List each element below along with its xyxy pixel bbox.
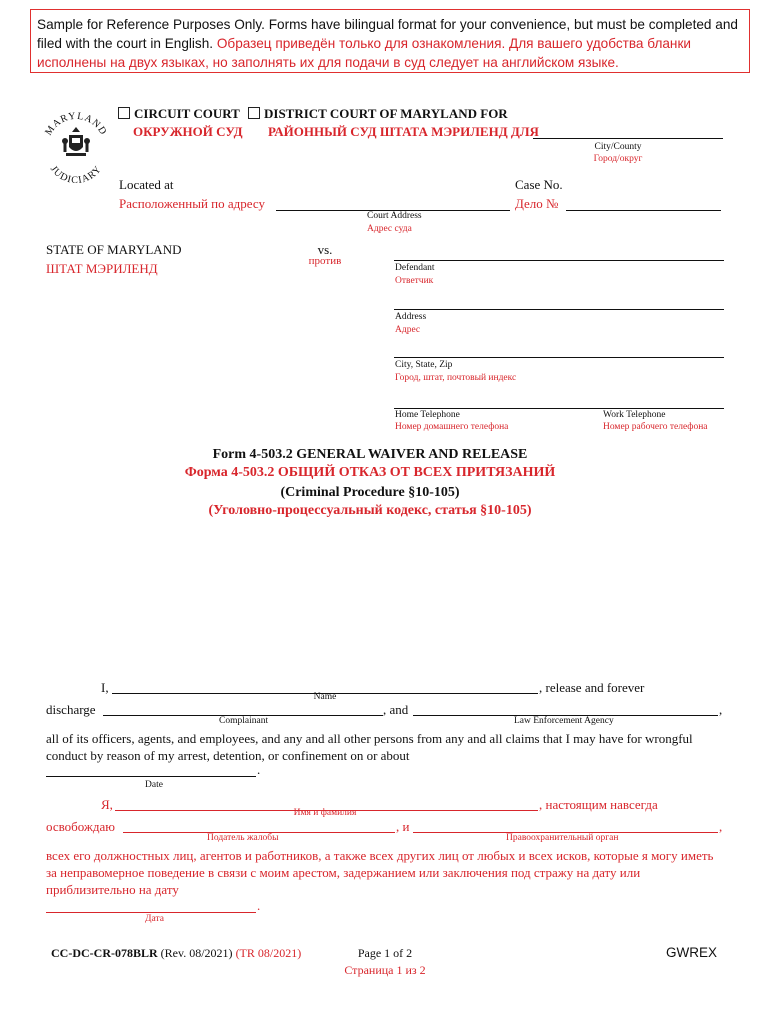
release-body-text-ru: всех его должностных лиц, агентов и работников, а также всех других лиц от любых и всех исков, которые я могу иметь за неправомерное поведение в связи с моим арестом, задержанием или заключения под стражу на дату или приблизительно на дату bbox=[46, 848, 714, 897]
form-subtitle-ru: (Уголовно-процессуальный кодекс, статья §10-105) bbox=[208, 503, 532, 518]
revision-date: (Rev. 08/2021) bbox=[160, 946, 233, 960]
maryland-judiciary-seal bbox=[38, 103, 114, 183]
located-at-label: Located at bbox=[119, 177, 174, 192]
circuit-court-label-ru: ОКРУЖНОЙ СУД bbox=[133, 124, 243, 139]
form-code-line bbox=[51, 946, 301, 961]
district-court-option[interactable] bbox=[248, 106, 508, 122]
district-court-label-ru: РАЙОННЫЙ СУД ШТАТА МЭРИЛЕНД ДЛЯ bbox=[268, 124, 539, 139]
release-body-text: all of its officers, agents, and employees, and any and all other persons from any and all claims that I may have for wrongful conduct by reason of my arrest, detention, or confinement on or about bbox=[46, 731, 693, 763]
court-address-label-ru: Адрес суда bbox=[367, 224, 412, 234]
page-number: Page 1 of 2 bbox=[357, 946, 413, 960]
city-county-label: City/County bbox=[594, 142, 642, 152]
court-address-field[interactable] bbox=[276, 196, 510, 211]
city-county-field[interactable] bbox=[533, 124, 723, 139]
versus-label: vs. bbox=[317, 242, 333, 257]
svg-text:MARYLAND bbox=[43, 111, 109, 138]
state-label: STATE OF MARYLAND bbox=[46, 242, 182, 257]
agency-field[interactable] bbox=[413, 702, 718, 716]
coat-of-arms-icon bbox=[62, 127, 90, 156]
complainant-field[interactable] bbox=[103, 702, 383, 716]
located-at-label-ru: Расположенный по адресу bbox=[119, 196, 265, 211]
district-court-checkbox[interactable] bbox=[248, 107, 260, 119]
work-telephone-label: Work Telephone bbox=[603, 410, 666, 420]
case-number-field[interactable] bbox=[566, 196, 721, 211]
complainant-label: Complainant bbox=[219, 716, 269, 726]
form-title: Form 4-503.2 GENERAL WAIVER AND RELEASE bbox=[212, 447, 528, 462]
versus-label-ru: против bbox=[308, 255, 342, 267]
form-code: CC-DC-CR-078BLR bbox=[51, 946, 158, 960]
reference-notice bbox=[30, 9, 750, 73]
date-label-ru: Дата bbox=[145, 914, 164, 924]
discharge-text: discharge bbox=[46, 702, 96, 717]
district-court-label: DISTRICT COURT OF MARYLAND FOR bbox=[264, 106, 508, 121]
and-text-ru: , и bbox=[396, 819, 410, 834]
agency-field-ru[interactable] bbox=[413, 819, 718, 833]
body-i-label: I, bbox=[101, 680, 109, 695]
date-field[interactable] bbox=[46, 762, 256, 777]
complainant-field-ru[interactable] bbox=[123, 819, 395, 833]
release-text-ru: , настоящим навсегда bbox=[539, 797, 658, 812]
discharge-text-ru: освобождаю bbox=[46, 819, 116, 834]
seal-top-text: MARYLAND bbox=[43, 110, 109, 138]
address-field[interactable] bbox=[394, 297, 724, 310]
form-subtitle: (Criminal Procedure §10-105) bbox=[280, 485, 460, 500]
name-label-ru: Имя и фамилия bbox=[293, 808, 357, 818]
defendant-label-ru: Ответчик bbox=[395, 276, 434, 286]
telephone-field[interactable] bbox=[394, 396, 724, 409]
date-label: Date bbox=[145, 780, 163, 790]
translation-date: (TR 08/2021) bbox=[235, 946, 302, 960]
agency-label: Law Enforcement Agency bbox=[514, 716, 614, 726]
name-label: Name bbox=[313, 692, 337, 702]
form-identifier: GWREX bbox=[666, 945, 718, 960]
complainant-label-ru: Податель жалобы bbox=[207, 833, 279, 843]
city-state-zip-field[interactable] bbox=[394, 345, 724, 358]
city-state-zip-label: City, State, Zip bbox=[395, 360, 453, 370]
period-text-ru: . bbox=[257, 898, 261, 913]
circuit-court-checkbox[interactable] bbox=[118, 107, 130, 119]
release-text: , release and forever bbox=[539, 680, 645, 695]
page-number-ru: Страница 1 из 2 bbox=[344, 963, 426, 977]
seal-bottom-text: JUDICIARY bbox=[47, 163, 105, 183]
address-label-ru: Адрес bbox=[395, 325, 421, 335]
state-label-ru: ШТАТ МЭРИЛЕНД bbox=[46, 261, 158, 276]
agency-label-ru: Правоохранительный орган bbox=[506, 833, 619, 843]
date-field-ru[interactable] bbox=[46, 898, 256, 913]
and-text: , and bbox=[383, 702, 409, 717]
city-state-zip-label-ru: Город, штат, почтовый индекс bbox=[395, 373, 517, 383]
home-telephone-label: Home Telephone bbox=[395, 410, 460, 420]
body-i-label-ru: Я, bbox=[101, 797, 113, 812]
defendant-field[interactable] bbox=[394, 248, 724, 261]
case-number-label: Case No. bbox=[515, 177, 563, 192]
court-address-label: Court Address bbox=[367, 211, 422, 221]
work-telephone-label-ru: Номер рабочего телефона bbox=[603, 422, 708, 432]
case-number-label-ru: Дело № bbox=[515, 196, 559, 211]
comma-text-ru: , bbox=[719, 819, 723, 834]
home-telephone-label-ru: Номер домашнего телефона bbox=[395, 422, 509, 432]
comma-text: , bbox=[719, 702, 723, 717]
svg-text:JUDICIARY bbox=[48, 164, 104, 183]
city-county-label-ru: Город/округ bbox=[593, 154, 643, 164]
notice-english: Sample for Reference Purposes Only. Forms have bilingual format for your convenience, but must be completed and filed with the court in English. bbox=[37, 17, 738, 51]
defendant-label: Defendant bbox=[395, 263, 435, 273]
circuit-court-label: CIRCUIT COURT bbox=[134, 106, 240, 121]
notice-russian: Образец приведён только для ознакомления. Для вашего удобства бланки исполнены на двух языках, но заполнять их для подачи в суд следует на английском языке. bbox=[37, 36, 691, 70]
circuit-court-option[interactable] bbox=[118, 106, 240, 122]
address-label: Address bbox=[395, 312, 427, 322]
form-title-ru: Форма 4-503.2 ОБЩИЙ ОТКАЗ ОТ ВСЕХ ПРИТЯЗАНИЙ bbox=[184, 465, 556, 480]
period-text: . bbox=[257, 762, 261, 777]
